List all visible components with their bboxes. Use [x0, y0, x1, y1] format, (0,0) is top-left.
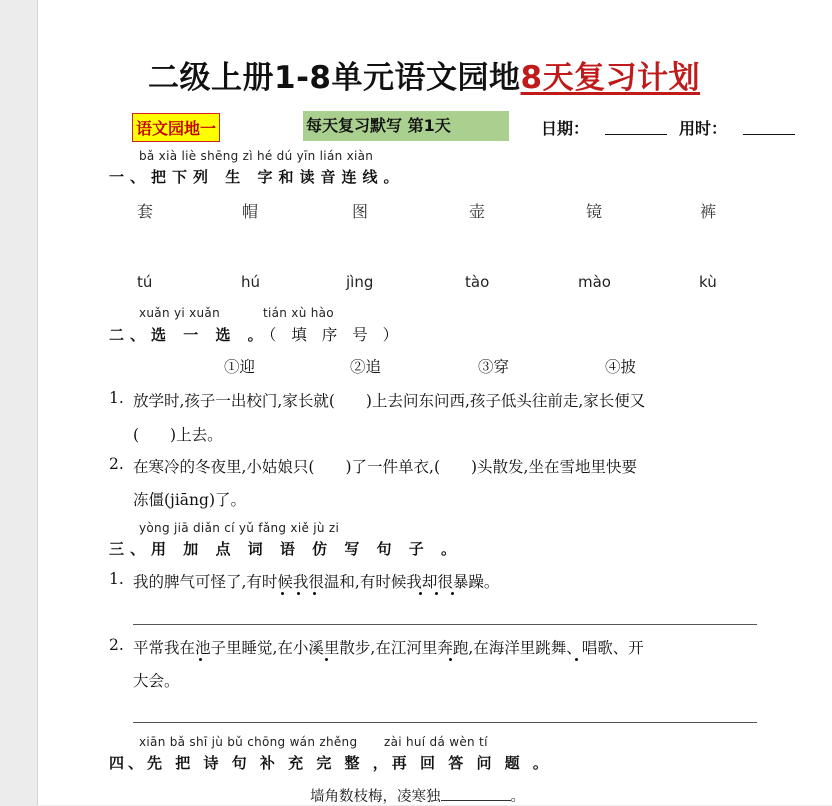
emphasis-dot [199, 658, 202, 661]
answer-line[interactable] [133, 623, 757, 625]
time-blank[interactable] [743, 116, 795, 135]
q3-item-line: 平常我在池子里睡觉,在小溪里散步,在江河里奔跑,在海洋里跳舞、唱歌、开 [133, 639, 644, 657]
q1-pinyin: bǎ xià liè shēng zì hé dú yīn lián xiàn [139, 149, 374, 163]
emphasis-dot [449, 658, 452, 661]
q2-item-line: 放学时,孩子一出校门,家长就( )上去问东问西,孩子低头往前走,家长便又 [133, 392, 646, 410]
emphasis-dot [451, 592, 454, 595]
emphasis-dot [435, 592, 438, 595]
poem-blank[interactable] [441, 788, 511, 801]
char-item: 镜 [586, 202, 603, 221]
char-item: 帽 [242, 202, 259, 221]
q2-item-line: ( )上去。 [133, 426, 223, 444]
pinyin-item: mào [578, 273, 611, 291]
poem-end: 。 [510, 789, 525, 805]
q2-item-line: 在寒冷的冬夜里,小姑娘只( )了一件单衣,( )头散发,坐在雪地里快要 [133, 458, 637, 476]
q1-pinyin-row [38, 273, 832, 297]
q2-item-line: 冻僵(jiāng)了。 [133, 491, 247, 509]
option-item: ②追 [350, 358, 382, 376]
pinyin-item: jìng [346, 273, 374, 291]
char-item: 裤 [700, 202, 717, 221]
option-item: ③穿 [478, 358, 510, 376]
date-label: 日期： [541, 119, 590, 138]
q1-heading: 一、把下列 生 字和读音连线。 [109, 168, 405, 186]
day-tag: 每天复习默写 第1天 [303, 111, 509, 141]
emphasis-dot [281, 592, 284, 595]
q2-pinyin: xuǎn yi xuǎn [139, 306, 220, 320]
title-highlight: 8天复习计划 [520, 60, 701, 96]
emphasis-dot [313, 592, 316, 595]
pinyin-item: kù [699, 273, 717, 291]
poem-text: 墙角数枝梅，凌寒独 [310, 789, 441, 805]
char-item: 套 [137, 202, 154, 221]
q4-pinyin: xiān bǎ shī jù bǔ chōng wán zhěng [139, 735, 358, 749]
q3-item-line: 我的脾气可怪了,有时候我很温和,有时候我却很暴躁。 [133, 573, 500, 591]
document-page [37, 0, 832, 805]
q2-item-number: 2. [109, 455, 124, 473]
page-title [148, 52, 700, 97]
date-blank[interactable] [605, 116, 667, 135]
q3-item-number: 1. [109, 570, 124, 588]
emphasis-dot [325, 658, 328, 661]
option-item: ①迎 [224, 358, 256, 376]
q2-heading-paren: （ 填 序 号 ） [268, 326, 404, 344]
q2-item-number: 1. [109, 389, 124, 407]
pinyin-item: tú [137, 273, 153, 291]
time-label: 用时： [679, 119, 728, 138]
option-item: ④披 [605, 358, 637, 376]
answer-line[interactable] [133, 721, 757, 723]
char-item: 图 [352, 202, 369, 221]
q2-heading-row [109, 323, 403, 345]
q3-item-line: 大会。 [133, 672, 180, 690]
pinyin-item: hú [241, 273, 261, 291]
unit-tag: 语文园地一 [132, 113, 220, 142]
q3-item-number: 2. [109, 636, 124, 654]
q4-heading: 四、先 把 诗 句 补 充 完 整 ，再 回 答 问 题 。 [109, 754, 552, 772]
poem-line [310, 785, 525, 806]
emphasis-dot [575, 658, 578, 661]
title-main: 二级上册1-8单元语文园地 [148, 60, 521, 96]
pinyin-item: tào [465, 273, 490, 291]
q3-heading: 三、用 加 点 词 语 仿 写 句 子 。 [109, 540, 463, 558]
q1-char-row [38, 199, 832, 223]
emphasis-dot [297, 592, 300, 595]
q2-pinyin: tián xù hào [263, 306, 334, 320]
q3-pinyin: yòng jiā diǎn cí yǔ fǎng xiě jù zi [139, 521, 340, 535]
char-item: 壶 [469, 202, 486, 221]
emphasis-dot [419, 592, 422, 595]
q4-pinyin: zài huí dá wèn tí [384, 735, 488, 749]
q2-heading: 二、选 一 选 。 [109, 326, 269, 344]
